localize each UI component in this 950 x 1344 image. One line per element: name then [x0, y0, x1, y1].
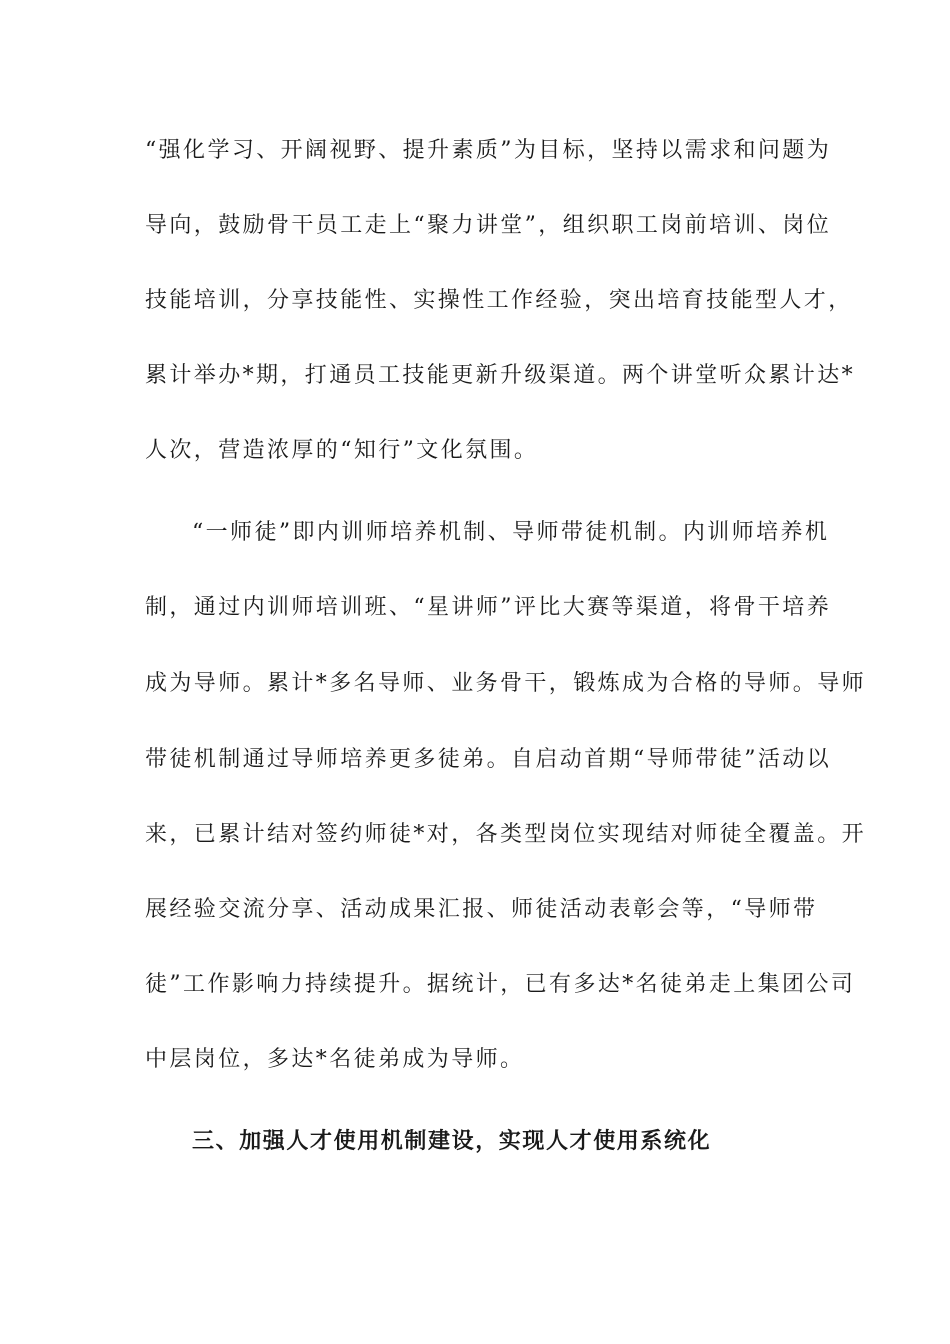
paragraph-line: “一师徒”即内训师培养机制、导师带徒机制。内训师培养机: [192, 520, 830, 545]
paragraph-line: 展经验交流分享、活动成果汇报、师徒活动表彰会等，“导师带: [145, 897, 818, 922]
paragraph-line: “强化学习、开阔视野、提升素质”为目标，坚持以需求和问题为: [145, 138, 832, 163]
paragraph-line: 中层岗位，多达*名徒弟成为导师。: [145, 1047, 525, 1072]
paragraph-line: 导向，鼓励骨干员工走上“聚力讲堂”，组织职工岗前培训、岗位: [145, 213, 832, 238]
paragraph-line: 技能培训，分享技能性、实操性工作经验，突出培育技能型人才，: [145, 288, 853, 313]
paragraph-line: 人次，营造浓厚的“知行”文化氛围。: [145, 438, 539, 463]
paragraph-line: 制，通过内训师培训班、“星讲师”评比大赛等渠道，将骨干培养: [145, 595, 832, 620]
paragraph-line: 累计举办*期，打通员工技能更新升级渠道。两个讲堂听众累计达*: [145, 363, 856, 388]
paragraph-line: 来，已累计结对签约师徒*对，各类型岗位实现结对师徒全覆盖。开: [145, 822, 867, 847]
paragraph-line: 带徒机制通过导师培养更多徒弟。自启动首期“导师带徒”活动以: [145, 747, 832, 772]
section-heading: 三、加强人才使用机制建设，实现人才使用系统化: [192, 1128, 712, 1154]
paragraph-line: 徒”工作影响力持续提升。据统计，已有多达*名徒弟走上集团公司: [145, 972, 856, 997]
paragraph-line: 成为导师。累计*多名导师、业务骨干，锻炼成为合格的导师。导师: [145, 671, 867, 696]
